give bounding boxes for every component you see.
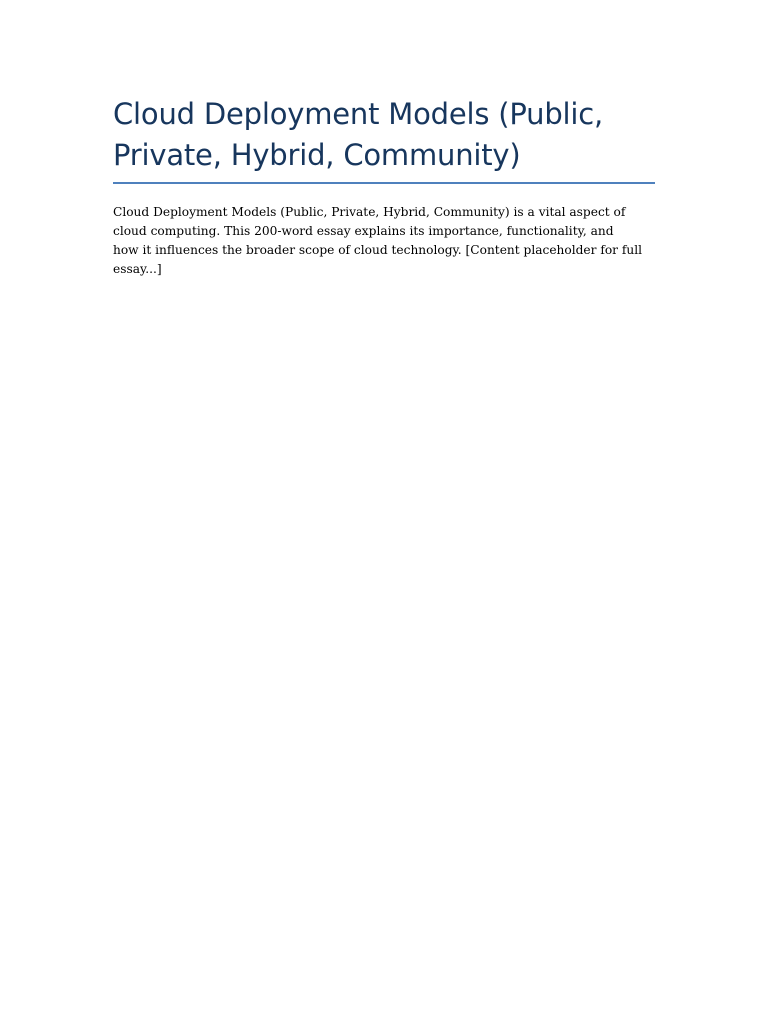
document-body-paragraph: Cloud Deployment Models (Public, Private, Hybrid, Community) is a vital aspect of cloud computing. This 200-word essay explains its importance, functionality, and how it influences the broader scope of cloud technology. [Content placeholder for full essay...] <box>113 205 643 276</box>
document-title: Cloud Deployment Models (Public, Private, Hybrid, Community) <box>113 94 655 184</box>
document-content <box>113 94 655 279</box>
